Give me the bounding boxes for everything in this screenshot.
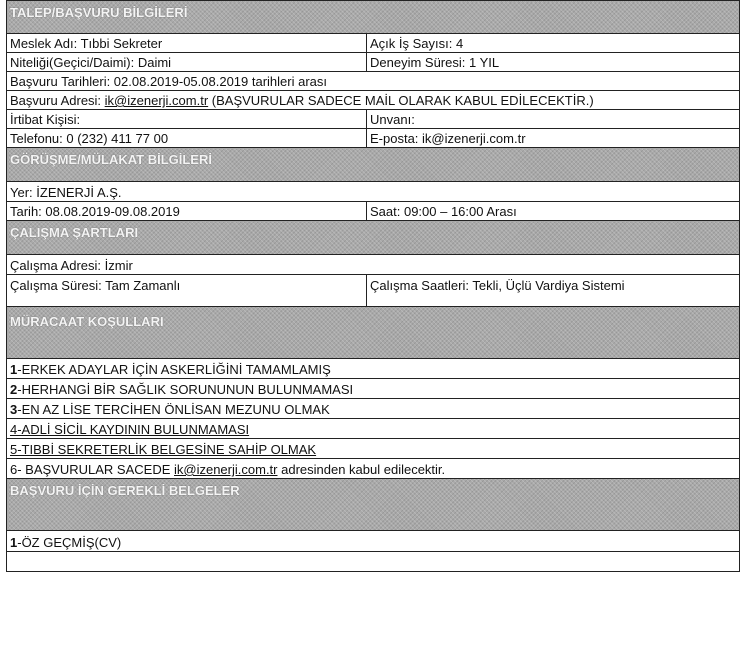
gorusme-saat: Saat: 09:00 – 16:00 Arası (367, 202, 740, 221)
irtibat-kisisi: İrtibat Kişisi: (7, 110, 367, 129)
belgeler-item-1 (7, 531, 740, 552)
section-header-gorusme (7, 148, 740, 182)
muracaat-item-1-num: 1 (10, 362, 18, 377)
basvuru-adresi-note: (BAŞVURULAR SADECE MAİL OLARAK KABUL EDİLECEKTİR.) (208, 93, 594, 108)
muracaat-item-2-num: 2 (10, 382, 18, 397)
muracaat-item-5: 5-TIBBİ SEKRETERLİK BELGESİNE SAHİP OLMAK (7, 439, 740, 459)
e-posta: E-posta: ik@izenerji.com.tr (367, 129, 740, 148)
niteligi: Niteliği(Geçici/Daimi): Daimi (7, 53, 367, 72)
basvuru-email-link[interactable]: ik@izenerji.com.tr (104, 93, 209, 108)
muracaat-item-6-suffix: adresinden kabul edilecektir. (277, 462, 446, 477)
gorusme-yer: Yer: İZENERJİ A.Ş. (7, 182, 740, 202)
muracaat-item-6-prefix: 6- BAŞVURULAR SACEDE (10, 462, 174, 477)
muracaat-item-3 (7, 399, 740, 419)
gorusme-tarih: Tarih: 08.08.2019-09.08.2019 (7, 202, 367, 221)
belgeler-empty-row (7, 552, 740, 572)
section-header-belgeler (7, 479, 740, 531)
calisma-header: ÇALIŞMA ŞARTLARI (7, 221, 740, 255)
calisma-saatleri: Çalışma Saatleri: Tekli, Üçlü Vardiya Sistemi (367, 275, 740, 307)
basvuru-adresi-label: Başvuru Adresi: (10, 93, 105, 108)
muracaat-item-1 (7, 359, 740, 379)
unvani: Unvanı: (367, 110, 740, 129)
calisma-adresi: Çalışma Adresi: İzmir (7, 255, 740, 275)
belgeler-item-1-text: -ÖZ GEÇMİŞ(CV) (17, 535, 122, 550)
application-form-table (6, 0, 740, 572)
calisma-suresi: Çalışma Süresi: Tam Zamanlı (7, 275, 367, 307)
telefonu: Telefonu: 0 (232) 411 77 00 (7, 129, 367, 148)
muracaat-item-6 (7, 459, 740, 479)
muracaat-item-2 (7, 379, 740, 399)
section-header-talep (7, 1, 740, 34)
muracaat-item-1-text: -ERKEK ADAYLAR İÇİN ASKERLİĞİNİ TAMAMLAMIŞ (17, 362, 331, 377)
deneyim-suresi: Deneyim Süresi: 1 YIL (367, 53, 740, 72)
belgeler-item-1-num: 1 (10, 535, 18, 550)
belgeler-header: BAŞVURU İÇİN GEREKLİ BELGELER (7, 479, 740, 531)
muracaat-item-3-text: -EN AZ LİSE TERCİHEN ÖNLİSAN MEZUNU OLMAK (17, 402, 330, 417)
muracaat-email-link[interactable]: ik@izenerji.com.tr (174, 462, 278, 477)
basvuru-tarihleri: Başvuru Tarihleri: 02.08.2019-05.08.2019 tarihleri arası (7, 72, 740, 91)
meslek-adi: Meslek Adı: Tıbbi Sekreter (7, 34, 367, 53)
section-header-calisma (7, 221, 740, 255)
talep-header: TALEP/BAŞVURU BİLGİLERİ (7, 1, 740, 34)
section-header-muracaat (7, 307, 740, 359)
basvuru-adresi (7, 91, 740, 110)
muracaat-item-2-text: -HERHANGİ BİR SAĞLIK SORUNUNUN BULUNMAMASI (17, 382, 354, 397)
muracaat-item-3-num: 3 (10, 402, 18, 417)
acik-is-sayisi: Açık İş Sayısı: 4 (367, 34, 740, 53)
muracaat-item-4: 4-ADLİ SİCİL KAYDININ BULUNMAMASI (7, 419, 740, 439)
gorusme-header: GÖRÜŞME/MÜLAKAT BİLGİLERİ (7, 148, 740, 182)
muracaat-header: MÜRACAAT KOŞULLARI (7, 307, 740, 359)
